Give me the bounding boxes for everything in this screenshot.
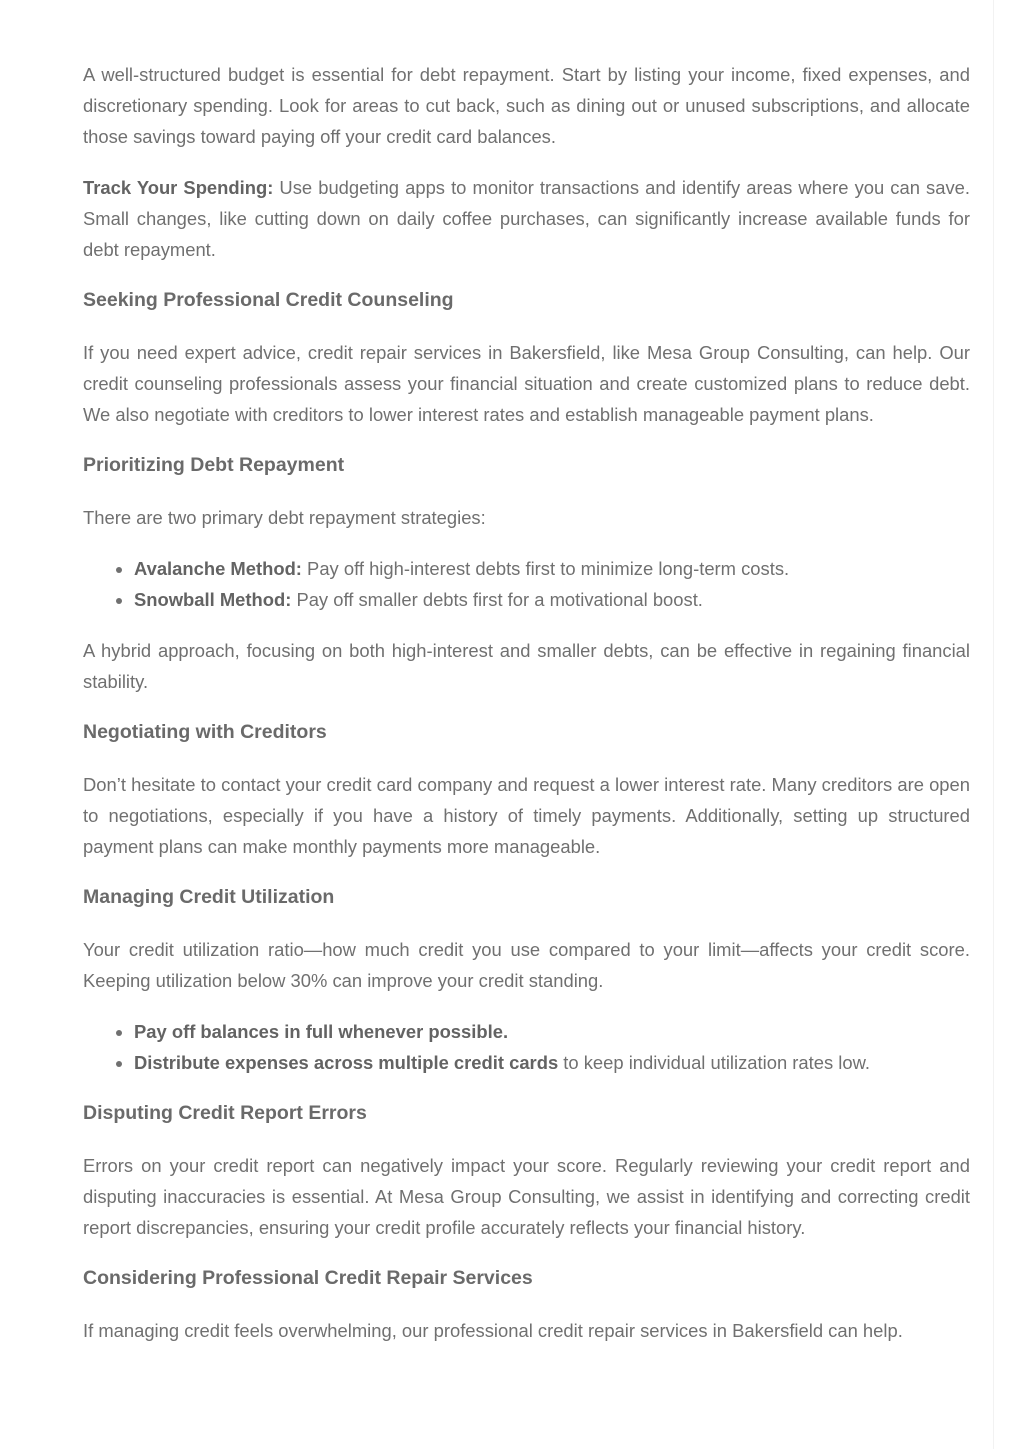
distribute-expenses-label: Distribute expenses across multiple credit cards [134, 1052, 559, 1073]
track-spending-paragraph [83, 172, 970, 265]
heading-prioritizing-debt: Prioritizing Debt Repayment [83, 454, 345, 476]
snowball-text: Pay off smaller debts first for a motivational boost. [291, 589, 703, 610]
list-item-pay-balances [134, 1016, 970, 1047]
track-spending-label: Track Your Spending: [83, 177, 274, 198]
counseling-paragraph: If you need expert advice, credit repair services in Bakersfield, like Mesa Group Consulting, can help. Our credit counseling professionals assess your financial situation and create customized plans to reduce debt. We also negotiate with creditors to lower interest rates and establish manageable payment plans. [83, 342, 970, 425]
credit-repair-paragraph: If managing credit feels overwhelming, our professional credit repair services in Bakersfield can help. [83, 1320, 903, 1341]
disputing-paragraph: Errors on your credit report can negatively impact your score. Regularly reviewing your credit report and disputing inaccuracies is essential. At Mesa Group Consulting, we assist in identifying and correcting credit report discrepancies, ensuring your credit profile accurately reflects your financial history. [83, 1155, 970, 1238]
list-item-snowball [134, 584, 970, 615]
distribute-expenses-text: to keep individual utilization rates low. [558, 1052, 870, 1073]
avalanche-text: Pay off high-interest debts first to minimize long-term costs. [301, 558, 790, 579]
utilization-paragraph: Your credit utilization ratio—how much credit you use compared to your limit—affects your credit score. Keeping utilization below 30% can improve your credit standing. [83, 939, 970, 991]
heading-credit-utilization: Managing Credit Utilization [83, 886, 335, 908]
article-body [83, 59, 970, 1346]
budget-paragraph: A well-structured budget is essential for debt repayment. Start by listing your income, fixed expenses, and discretionary spending. Look for areas to cut back, such as dining out or unused subscriptions, and allocate those savings toward paying off your credit card balances. [83, 64, 970, 147]
page-edge-divider [993, 0, 994, 1449]
negotiating-paragraph: Don’t hesitate to contact your credit card company and request a lower interest rate. Many creditors are open to negotiations, especially if you have a history of timely payments. Additionally, setting up structured payment plans can make monthly payments more manageable. [83, 774, 970, 857]
strategies-intro: There are two primary debt repayment strategies: [83, 507, 486, 528]
heading-negotiating: Negotiating with Creditors [83, 721, 327, 743]
pay-balances-label: Pay off balances in full whenever possible. [134, 1021, 509, 1042]
strategies-list [83, 553, 970, 615]
snowball-label: Snowball Method: [134, 589, 292, 610]
heading-credit-counseling: Seeking Professional Credit Counseling [83, 289, 454, 311]
heading-credit-repair: Considering Professional Credit Repair Services [83, 1267, 533, 1289]
track-spending-text: Use budgeting apps to monitor transactions and identify areas where you can save. Small changes, like cutting down on daily coffee purchases, can significantly increase available funds for debt repayment. [83, 177, 971, 260]
hybrid-paragraph: A hybrid approach, focusing on both high-interest and smaller debts, can be effective in regaining financial stability. [83, 640, 970, 692]
list-item-distribute-expenses [134, 1047, 970, 1078]
heading-disputing-errors: Disputing Credit Report Errors [83, 1102, 367, 1124]
utilization-list [83, 1016, 970, 1078]
avalanche-label: Avalanche Method: [134, 558, 302, 579]
list-item-avalanche [134, 553, 970, 584]
